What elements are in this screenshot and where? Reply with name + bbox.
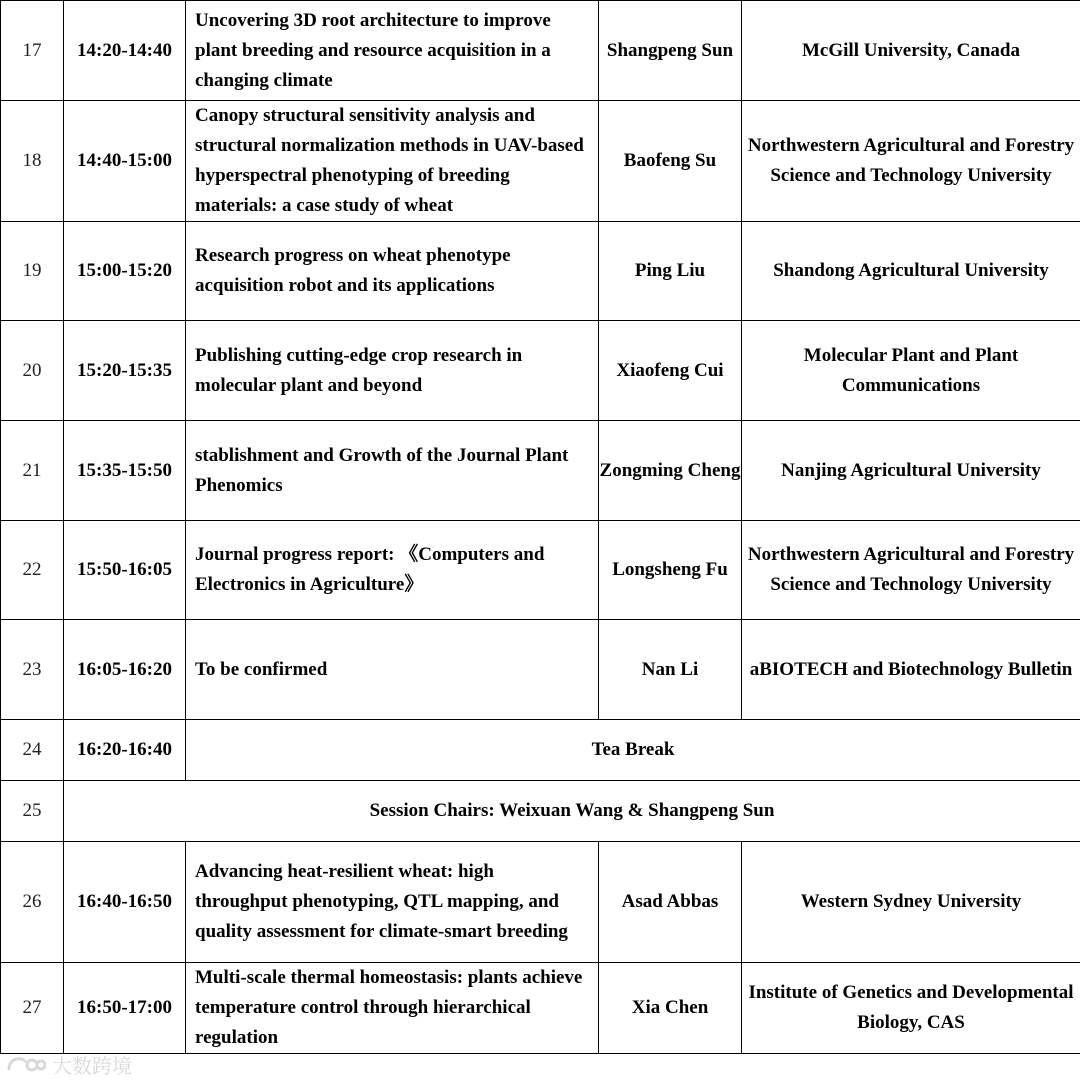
- talk-title: Journal progress report: 《Computers and Electronics in Agriculture》: [186, 521, 599, 620]
- speaker-name: Asad Abbas: [599, 842, 742, 963]
- time-slot: 15:00-15:20: [64, 222, 186, 321]
- table-row: [1, 963, 1080, 1054]
- speaker-name: Nan Li: [599, 620, 742, 720]
- talk-title: Multi-scale thermal homeostasis: plants achieve temperature control through hierarchical regulation: [186, 963, 599, 1054]
- talk-title: Canopy structural sensitivity analysis and structural normalization methods in UAV-based hyperspectral phenotyping of breeding materials: a case study of wheat: [186, 101, 599, 222]
- table-row: [1, 720, 1080, 781]
- time-slot: 15:50-16:05: [64, 521, 186, 620]
- affiliation: Institute of Genetics and Developmental Biology, CAS: [742, 963, 1080, 1054]
- time-slot: 15:20-15:35: [64, 321, 186, 421]
- table-row: [1, 781, 1080, 842]
- time-slot: 16:05-16:20: [64, 620, 186, 720]
- time-slot: 16:20-16:40: [64, 720, 186, 781]
- talk-title: Advancing heat-resilient wheat: high throughput phenotyping, QTL mapping, and quality assessment for climate-smart breeding: [186, 842, 599, 963]
- table-row: [1, 101, 1080, 222]
- talk-title: To be confirmed: [186, 620, 599, 720]
- affiliation: Northwestern Agricultural and Forestry Science and Technology University: [742, 101, 1080, 222]
- table-row: [1, 222, 1080, 321]
- row-number: 19: [1, 222, 64, 321]
- table-row: [1, 521, 1080, 620]
- row-number: 18: [1, 101, 64, 222]
- time-slot: 16:50-17:00: [64, 963, 186, 1054]
- row-number: 21: [1, 421, 64, 521]
- talk-title: Publishing cutting-edge crop research in molecular plant and beyond: [186, 321, 599, 421]
- speaker-name: Zongming Cheng: [599, 421, 742, 521]
- speaker-name: Longsheng Fu: [599, 521, 742, 620]
- table-row: [1, 1, 1080, 101]
- speaker-name: Xiaofeng Cui: [599, 321, 742, 421]
- row-number: 22: [1, 521, 64, 620]
- table-row: [1, 321, 1080, 421]
- row-number: 24: [1, 720, 64, 781]
- row-number: 25: [1, 781, 64, 842]
- talk-title: stablishment and Growth of the Journal Plant Phenomics: [186, 421, 599, 521]
- time-slot: 14:20-14:40: [64, 1, 186, 101]
- table-row: [1, 842, 1080, 963]
- affiliation: Nanjing Agricultural University: [742, 421, 1080, 521]
- table-row: [1, 421, 1080, 521]
- session-chairs-label: Session Chairs: Weixuan Wang & Shangpeng Sun: [64, 781, 1080, 842]
- affiliation: Molecular Plant and Plant Communications: [742, 321, 1080, 421]
- watermark-text: 大数跨境: [52, 1053, 132, 1078]
- speaker-name: Baofeng Su: [599, 101, 742, 222]
- affiliation: McGill University, Canada: [742, 1, 1080, 101]
- time-slot: 15:35-15:50: [64, 421, 186, 521]
- tea-break-label: Tea Break: [186, 720, 1080, 781]
- row-number: 20: [1, 321, 64, 421]
- speaker-name: Shangpeng Sun: [599, 1, 742, 101]
- speaker-name: Ping Liu: [599, 222, 742, 321]
- watermark: [6, 1051, 132, 1077]
- brand-logo-icon: [6, 1053, 46, 1075]
- row-number: 17: [1, 1, 64, 101]
- row-number: 27: [1, 963, 64, 1054]
- row-number: 26: [1, 842, 64, 963]
- time-slot: 14:40-15:00: [64, 101, 186, 222]
- affiliation: Shandong Agricultural University: [742, 222, 1080, 321]
- affiliation: aBIOTECH and Biotechnology Bulletin: [742, 620, 1080, 720]
- table-row: [1, 620, 1080, 720]
- talk-title: Uncovering 3D root architecture to improve plant breeding and resource acquisition in a changing climate: [186, 1, 599, 101]
- time-slot: 16:40-16:50: [64, 842, 186, 963]
- row-number: 23: [1, 620, 64, 720]
- affiliation: Western Sydney University: [742, 842, 1080, 963]
- talk-title: Research progress on wheat phenotype acquisition robot and its applications: [186, 222, 599, 321]
- affiliation: Northwestern Agricultural and Forestry Science and Technology University: [742, 521, 1080, 620]
- speaker-name: Xia Chen: [599, 963, 742, 1054]
